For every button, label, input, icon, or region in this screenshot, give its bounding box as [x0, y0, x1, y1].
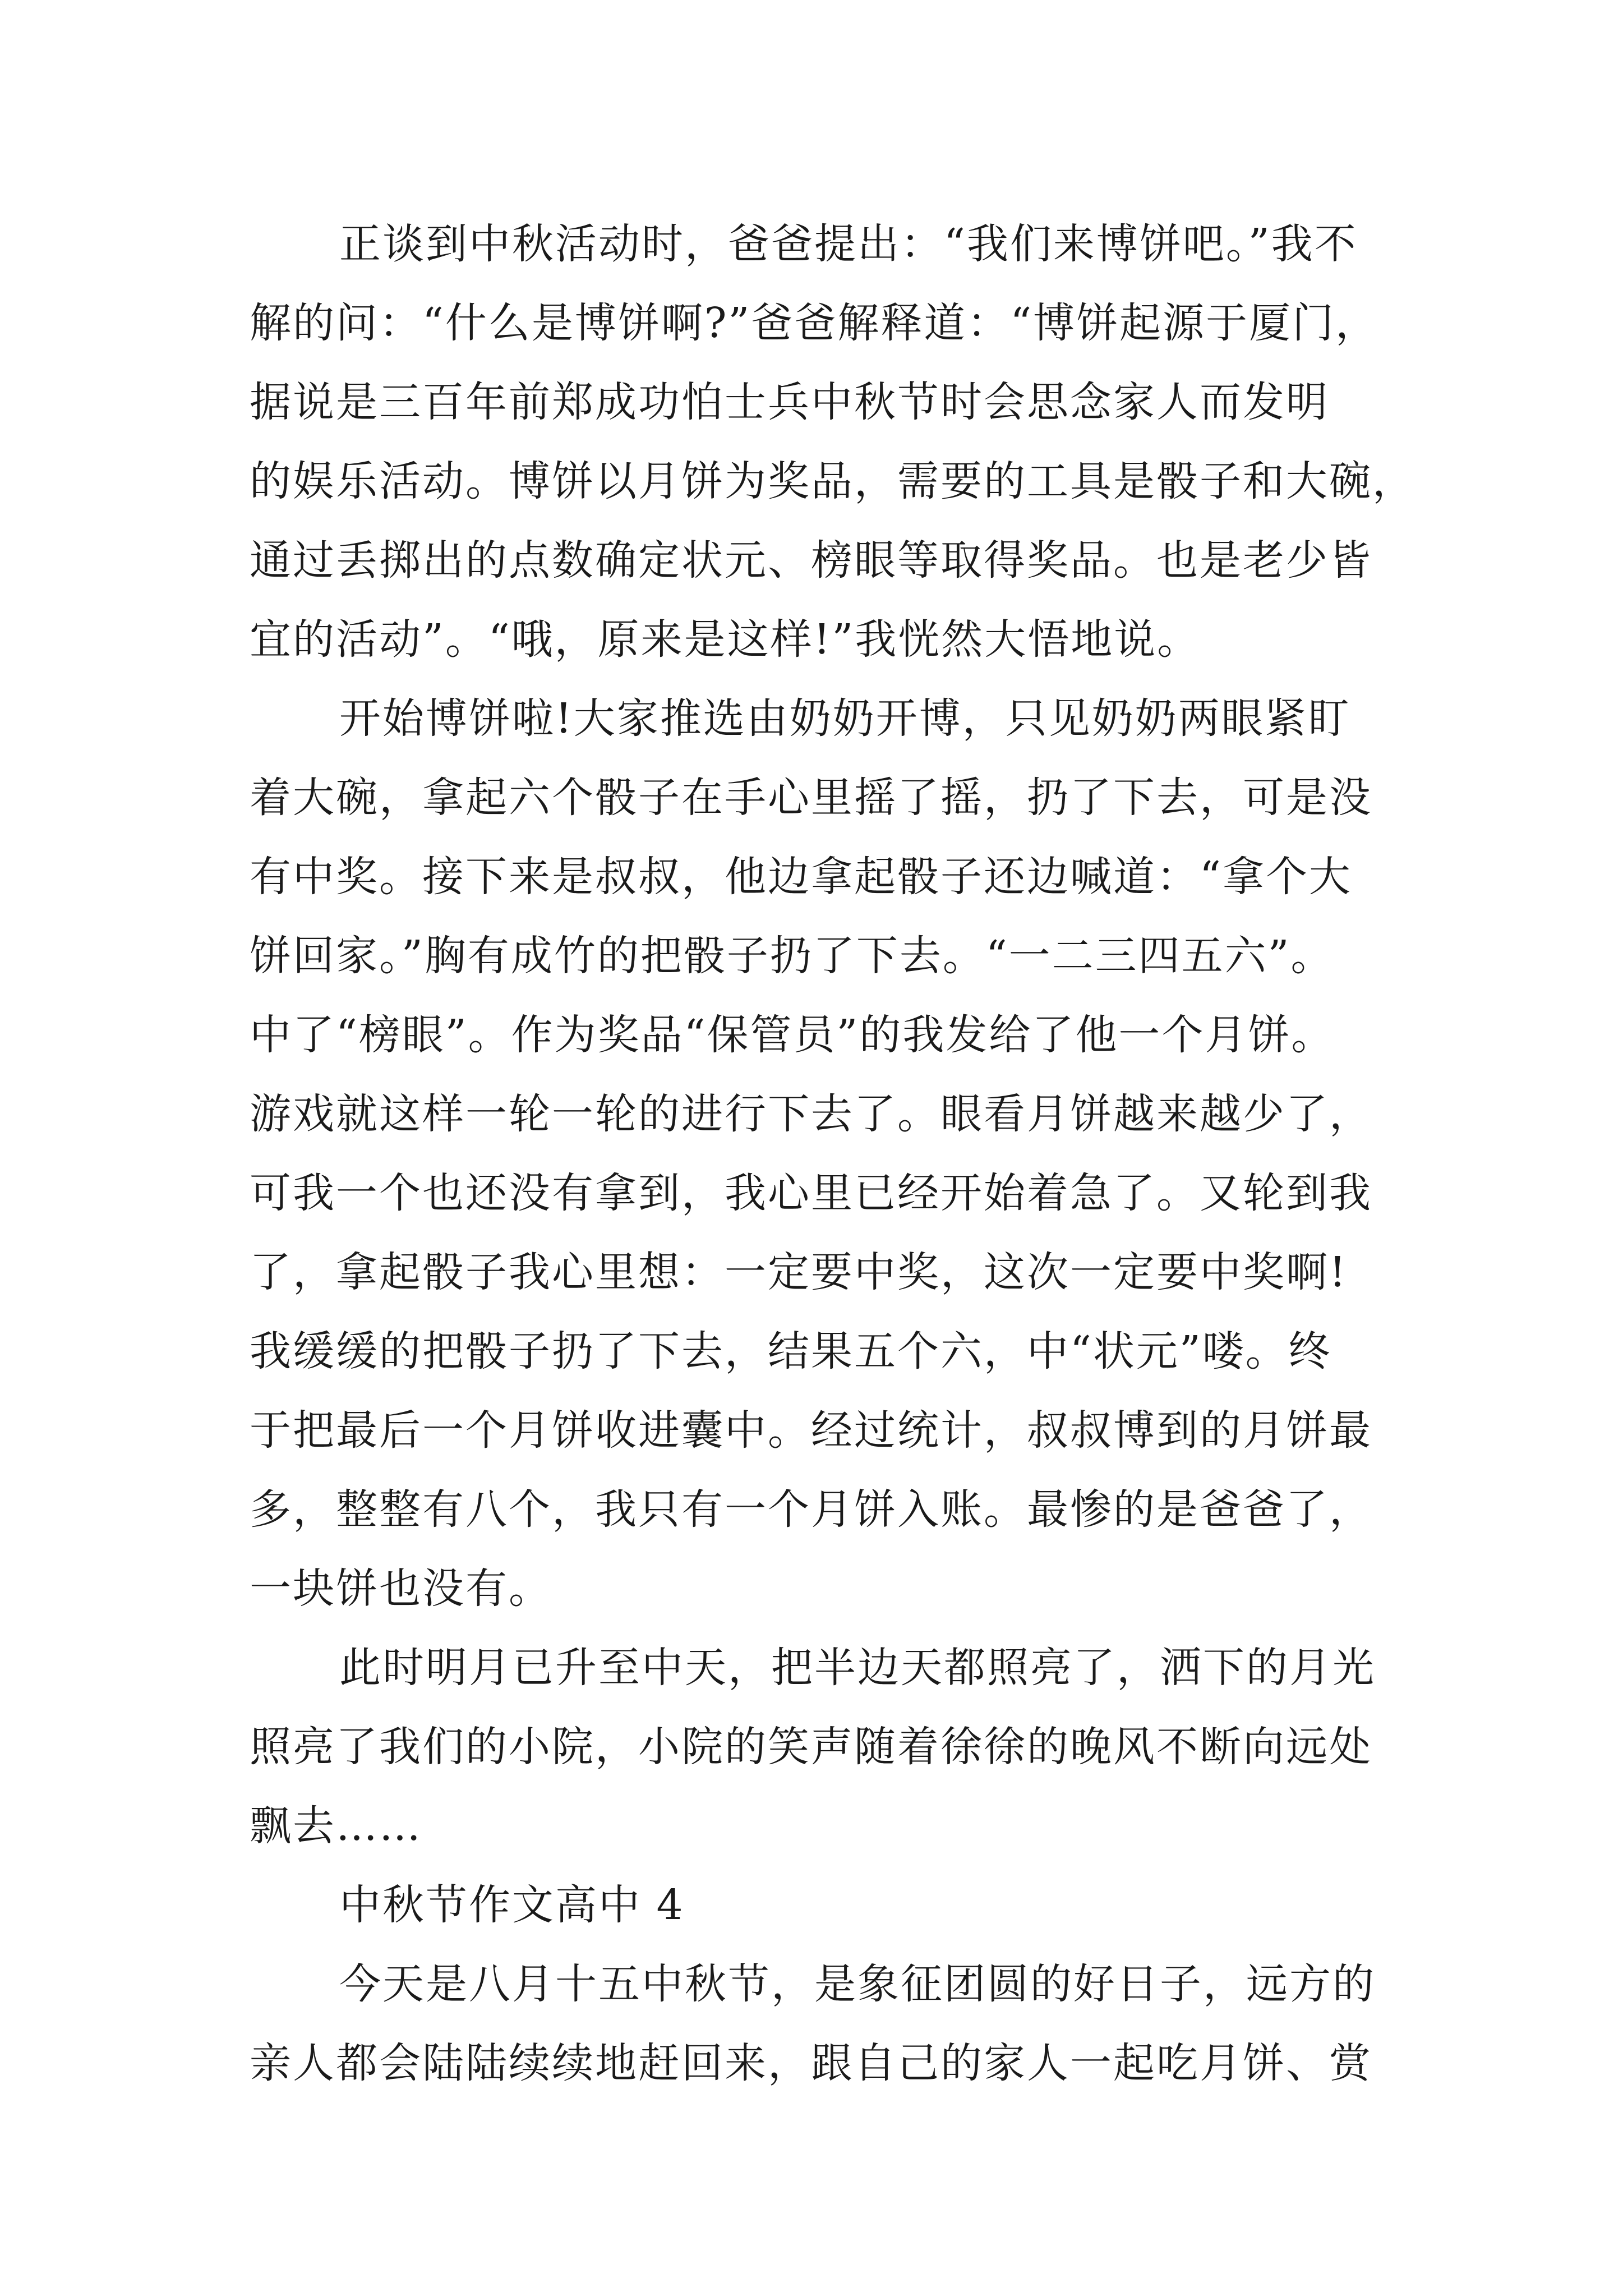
- paragraph-1-line-2: 解的问：“什么是博饼啊?”爸爸解释道：“博饼起源于厦门，: [250, 299, 1379, 347]
- paragraph-3-line-2: 照亮了我们的小院，小院的笑声随着徐徐的晚风不断向远处: [250, 1723, 1372, 1771]
- paragraph-1-line-4: 的娱乐活动。博饼以月饼为奖品，需要的工具是骰子和大碗，: [250, 457, 1415, 505]
- paragraph-1-line-1: 正谈到中秋活动时，爸爸提出：“我们来博饼吧。”我不: [339, 220, 1358, 268]
- paragraph-2-line-8: 了，拿起骰子我心里想：一定要中奖，这次一定要中奖啊!: [250, 1248, 1348, 1296]
- paragraph-2-line-4: 饼回家。”胸有成竹的把骰子扔了下去。“一二三四五六”。: [250, 932, 1334, 980]
- paragraph-4-line-1: 今天是八月十五中秋节，是象征团圆的好日子，远方的: [339, 1960, 1376, 2008]
- paragraph-2-line-12: 一块饼也没有。: [250, 1565, 552, 1613]
- paragraph-2-line-10: 于把最后一个月饼收进囊中。经过统计，叔叔博到的月饼最: [250, 1406, 1372, 1455]
- paragraph-3-line-3: 飘去……: [250, 1802, 422, 1850]
- paragraph-2-line-3: 有中奖。接下来是叔叔，他边拿起骰子还边喊道：“拿个大: [250, 853, 1352, 901]
- paragraph-3-line-1: 此时明月已升至中天，把半边天都照亮了，洒下的月光: [339, 1644, 1376, 1692]
- document-body: [250, 205, 1415, 2103]
- paragraph-2-line-9: 我缓缓的把骰子扔了下去，结果五个六，中“状元”喽。终: [250, 1327, 1332, 1375]
- paragraph-2-line-1: 开始博饼啦!大家推选由奶奶开博，只见奶奶两眼紧盯: [339, 694, 1351, 743]
- paragraph-2-line-2: 着大碗，拿起六个骰子在手心里摇了摇，扔了下去，可是没: [250, 774, 1372, 822]
- section-heading: 中秋节作文高中 4: [339, 1881, 685, 1929]
- paragraph-1-line-6: 宜的活动”。“哦，原来是这样!”我恍然大悟地说。: [250, 615, 1201, 664]
- paragraph-2-line-6: 游戏就这样一轮一轮的进行下去了。眼看月饼越来越少了，: [250, 1090, 1372, 1138]
- paragraph-1-line-3: 据说是三百年前郑成功怕士兵中秋节时会思念家人而发明: [250, 378, 1329, 426]
- paragraph-4-line-2: 亲人都会陆陆续续地赶回来，跟自己的家人一起吃月饼、赏: [250, 2039, 1372, 2087]
- paragraph-2-line-11: 多，整整有八个，我只有一个月饼入账。最惨的是爸爸了，: [250, 1485, 1372, 1534]
- paragraph-1-line-5: 通过丢掷出的点数确定状元、榜眼等取得奖品。也是老少皆: [250, 536, 1372, 585]
- paragraph-2-line-5: 中了“榜眼”。作为奖品“保管员”的我发给了他一个月饼。: [250, 1011, 1335, 1059]
- paragraph-2-line-7: 可我一个也还没有拿到，我心里已经开始着急了。又轮到我: [250, 1169, 1372, 1217]
